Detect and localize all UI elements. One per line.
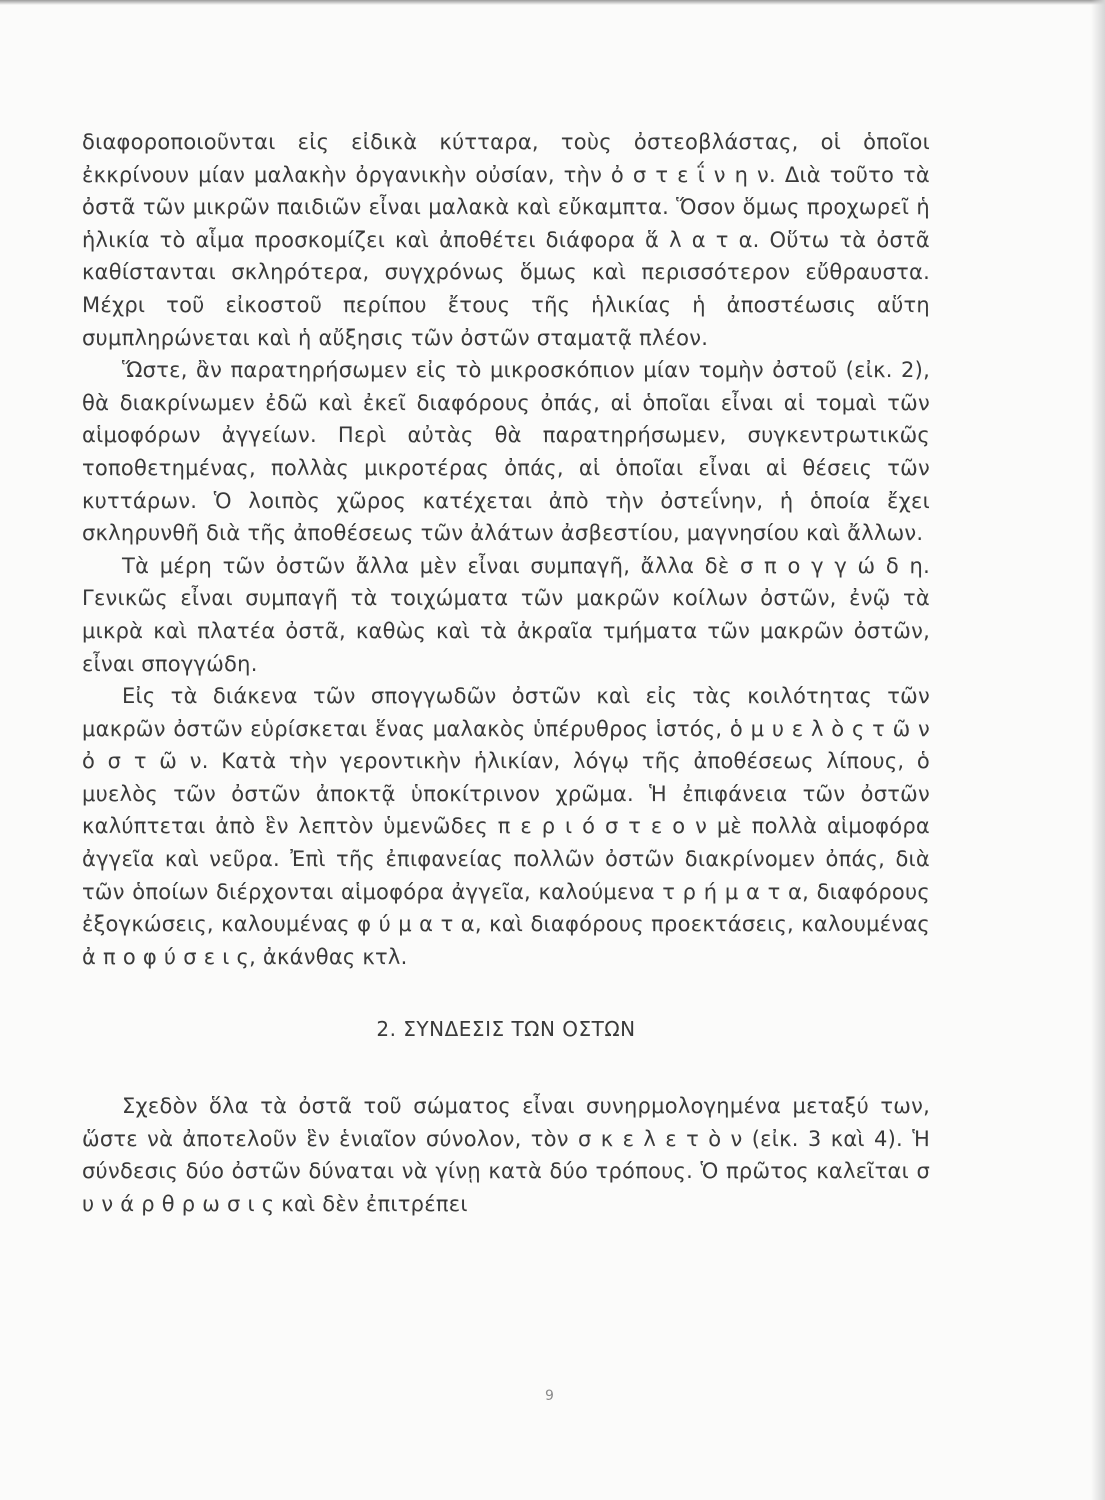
paragraph-microscope: Ὥστε, ἂν παρατηρήσωμεν εἰς τὸ μικροσκόπιον μίαν τομὴν ὀστοῦ (εἰκ. 2), θὰ διακρίνωμεν ἐδῶ καὶ ἐκεῖ διαφόρους ὀπάς, αἱ ὁποῖαι εἶναι αἱ τομαὶ τῶν αἱμοφόρων ἀγγείων. Περὶ αὐτὰς θὰ παρατηρήσωμεν, συγκεντρωτικῶς τοποθετημένας, πολλὰς μικροτέρας ὀπάς, αἱ ὁποῖαι εἶναι αἱ θέσεις τῶν κυττάρων. Ὁ λοιπὸς χῶρος κατέχεται ἀπὸ τὴν ὀστεΐνην, ἡ ὁποία ἔχει σκληρυνθῆ διὰ τῆς ἀποθέσεως τῶν ἀλάτων ἀσβεστίου, μαγνησίου καὶ ἄλλων. bbox=[82, 358, 930, 546]
scan-edge-top bbox=[0, 0, 1105, 5]
section-heading: 2. ΣΥΝΔΕΣΙΣ ΤΩΝ ΟΣΤΩΝ bbox=[376, 1017, 636, 1042]
paragraph-osteoblasts: διαφοροποιοῦνται εἰς εἰδικὰ κύτταρα, τοὺς ὀστεοβλάστας, οἱ ὁποῖοι ἐκκρίνουν μίαν μαλακὴν ὀργανικὴν οὐσίαν, τὴν ὀ σ τ ε ΐ ν η ν. Διὰ τοῦτο τὰ ὀστᾶ τῶν μικρῶν παιδιῶν εἶναι μαλακὰ καὶ εὔκαμπτα. Ὅσον ὅμως προχωρεῖ ἡ ἡλικία τὸ αἷμα προσκομίζει καὶ ἀποθέτει διάφορα ἅ λ α τ α. Οὕτω τὰ ὀστᾶ καθίστανται σκληρότερα, συγχρόνως ὅμως καὶ περισσότερον εὔθραυστα. Μέχρι τοῦ εἰκοστοῦ περίπου ἔτους τῆς ἡλικίας ἡ ἀποστέωσις αὕτη συμπληρώνεται καὶ ἡ αὔξησις τῶν ὀστῶν σταματᾷ πλέον. bbox=[82, 130, 930, 350]
page-number: 9 bbox=[545, 1388, 554, 1404]
page-text bbox=[82, 126, 930, 1220]
paragraph-marrow: Εἰς τὰ διάκενα τῶν σπογγωδῶν ὀστῶν καὶ εἰς τὰς κοιλότητας τῶν μακρῶν ὀστῶν εὑρίσκεται ἕνας μαλακὸς ὑπέρυθρος ἱστός, ὁ μ υ ε λ ὸ ς τ ῶ ν ὀ σ τ ῶ ν. Κατὰ τὴν γεροντικὴν ἡλικίαν, λόγῳ τῆς ἀποθέσεως λίπους, ὁ μυελὸς τῶν ὀστῶν ἀποκτᾷ ὑποκίτρινον χρῶμα. Ἡ ἐπιφάνεια τῶν ὀστῶν καλύπτεται ἀπὸ ἓν λεπτὸν ὑμενῶδες π ε ρ ι ό σ τ ε ο ν μὲ πολλὰ αἱμοφόρα ἀγγεῖα καὶ νεῦρα. Ἐπὶ τῆς ἐπιφανείας πολλῶν ὀστῶν διακρίνομεν ὀπάς, διὰ τῶν ὁποίων διέρχονται αἱμοφόρα ἀγγεῖα, καλούμενα τ ρ ή μ α τ α, διαφόρους ἐξογκώσεις, καλουμένας φ ύ μ α τ α, καὶ διαφόρους προεκτάσεις, καλουμένας ἀ π ο φ ύ σ ε ι ς, ἀκάνθας κτλ. bbox=[82, 684, 930, 969]
scan-edge-right bbox=[1091, 0, 1105, 1500]
paragraph-compact-spongy: Τὰ μέρη τῶν ὀστῶν ἄλλα μὲν εἶναι συμπαγῆ, ἄλλα δὲ σ π ο γ γ ώ δ η. Γενικῶς εἶναι συμπαγῆ τὰ τοιχώματα τῶν μακρῶν κοίλων ὀστῶν, ἐνῷ τὰ μικρὰ καὶ πλατέα ὀστᾶ, καθὼς καὶ τὰ ἀκραῖα τμήματα τῶν μακρῶν ὀστῶν, εἶναι σπογγώδη. bbox=[82, 553, 930, 676]
paragraph-skeleton: Σχεδὸν ὅλα τὰ ὀστᾶ τοῦ σώματος εἶναι συνηρμολογημένα μεταξύ των, ὥστε νὰ ἀποτελοῦν ἓν ἑνιαῖον σύνολον, τὸν σ κ ε λ ε τ ὸ ν (εἰκ. 3 καὶ 4). Ἡ σύνδεσις δύο ὀστῶν δύναται νὰ γίνῃ κατὰ δύο τρόπους. Ὁ πρῶτος καλεῖται σ υ ν ά ρ θ ρ ω σ ι ς καὶ δὲν ἐπιτρέπει bbox=[82, 1094, 930, 1216]
